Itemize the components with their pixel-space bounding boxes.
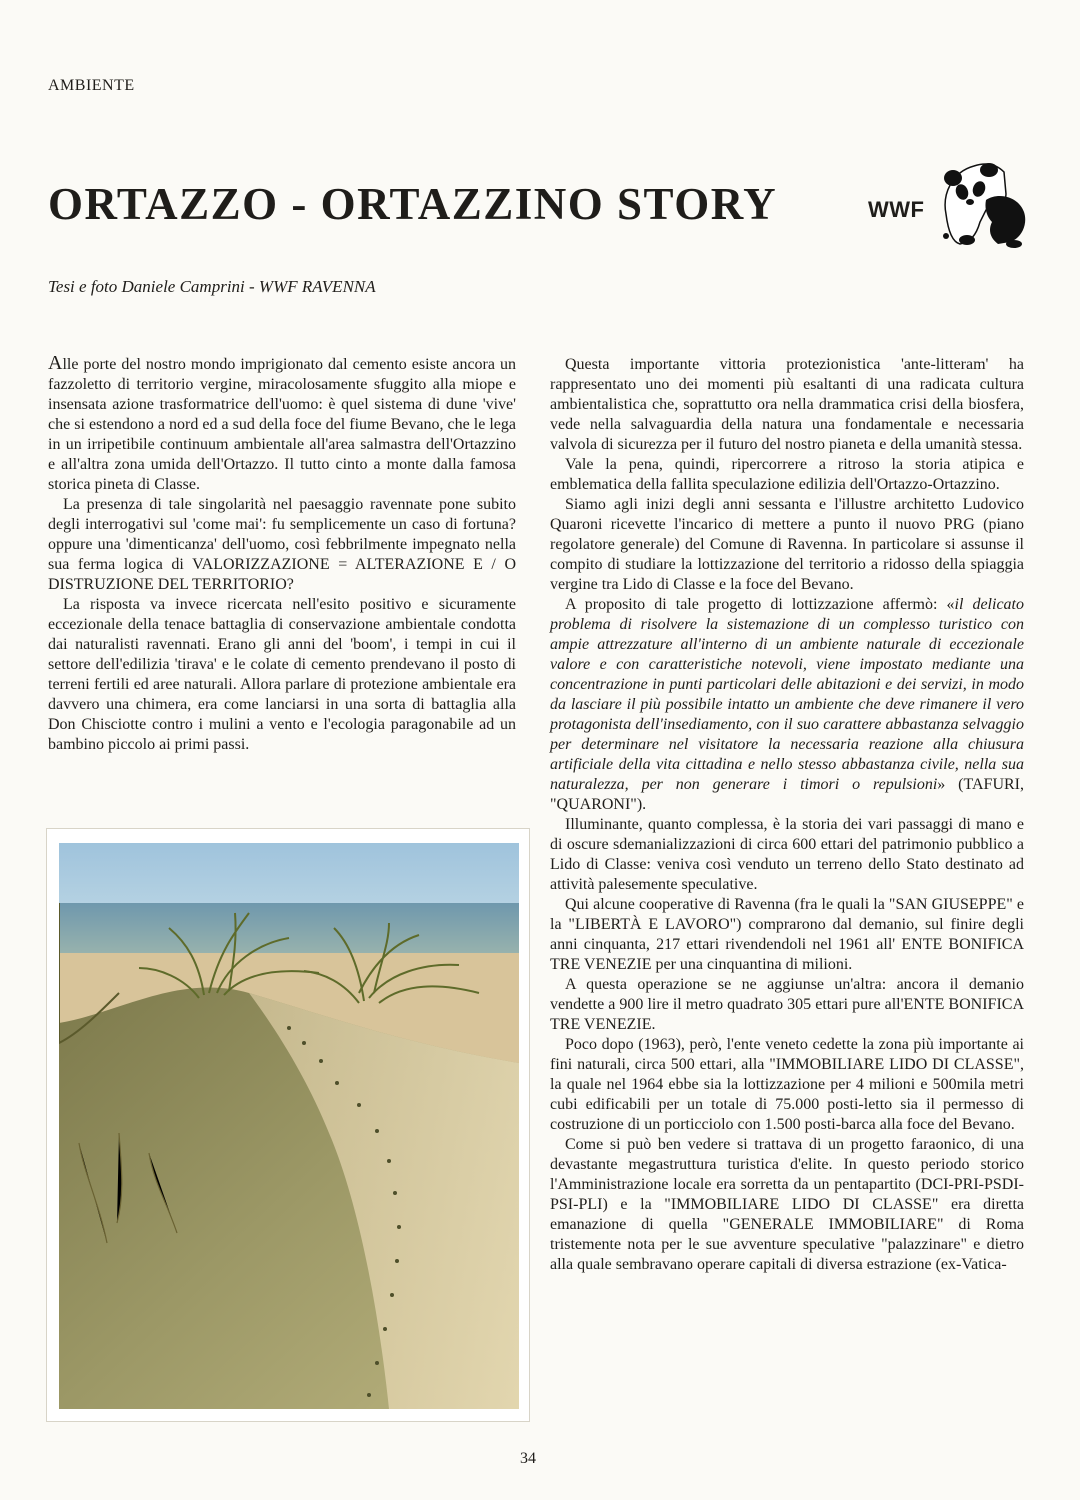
paragraph: Questa importante vittoria protezionistica 'ante-litteram' ha rappresentato uno dei momenti più esaltanti di una radicata cultura ambientalistica che, soprattutto ora nella drammatica crisi della biosfera, vede nella salvaguardia della natura una fondamentale e necessaria valvola di sicurezza per il futuro del nostro pianeta e della umanità stessa.	[550, 356, 1024, 453]
dune-photo	[46, 828, 530, 1422]
byline: Tesi e foto Daniele Camprini - WWF RAVENNA	[48, 277, 376, 296]
panda-icon	[940, 160, 1030, 248]
page-number: 34	[520, 1450, 536, 1467]
paragraph: Qui alcune cooperative di Ravenna (fra le quali la "SAN GIUSEPPE" e la "LIBERTÀ E LAVORO") comprarono dal demanio, sul finire degli anni cinquanta, 217 ettari rivendendoli nel 1961 all' ENTE BONIFICA TRE VENEZIE per una cinquantina di milioni.	[550, 896, 1024, 973]
wwf-logo	[868, 160, 1033, 250]
paragraph: Vale la pena, quindi, ripercorrere a ritroso la storia atipica e emblematica della fallita speculazione edilizia dell'Ortazzo-Ortazzino.	[550, 456, 1024, 493]
right-column	[550, 355, 1024, 1275]
wwf-logo-text: WWF	[868, 197, 925, 222]
paragraph	[48, 353, 516, 495]
dune-photo-image	[59, 843, 519, 1409]
article-title: ORTAZZO - ORTAZZINO STORY	[48, 179, 778, 229]
paragraph-text: lle porte del nostro mondo imprigionato dal cemento esiste ancora un fazzoletto di territorio vergine, miracolosamente sfuggito alla miope e insensata azione trasformatrice dell'uomo: è quel sistema di dune 'vive' che si estendono a nord ed a sud della foce del fiume Bevano, che le lega in un irripetibile continuum ambientale all'area salmastra dell'Ortazzino e all'altra zona umida dell'Ortazzo. Il tutto cinto a monte dalla famosa storica pineta di Classe.	[48, 356, 516, 493]
left-column	[48, 353, 516, 755]
paragraph-lead: A proposito di tale progetto di lottizzazione affermò: «	[565, 596, 955, 613]
paragraph: Come si può ben vedere si trattava di un progetto faraonico, di una devastante megastruttura turistica d'elite. In questo periodo storico l'Amministrazione locale era sorretta da un pentapartito (DCI-PRI-PSDI-PSI-PLI) e la "IMMOBILIARE LIDO DI CLASSE" era diretta emanazione di quella "GENERALE IMMOBILIARE" di Roma tristemente nota per le sue avventure speculative "palazzinare" e dietro alla quale sembravano operare capitali di diversa estrazione (ex-Vatica-	[550, 1136, 1024, 1273]
paragraph: Illuminante, quanto complessa, è la storia dei vari passaggi di mano e di oscure sdemanializzazioni di circa 600 ettari del patrimonio pubblico a Lido di Classe: veniva così venduto un terreno dello Stato destinato ad attività palesemente speculative.	[550, 816, 1024, 893]
drop-cap: A	[48, 352, 63, 374]
paragraph: Siamo agli inizi degli anni sessanta e l'illustre architetto Ludovico Quaroni ricevette l'incarico di mettere a punto il nuovo PRG (piano regolatore generale) del Comune di Ravenna. In particolare si assunse il compito di studiare la lottizzazione del territorio a ridosso della spiaggia vergine tra Lido di Classe e la foce del Bevano.	[550, 496, 1024, 593]
paragraph: A questa operazione se ne aggiunse un'altra: ancora il demanio vendette a 900 lire il metro quadrato 305 ettari pure all'ENTE BONIFICA TRE VENEZIE.	[550, 976, 1024, 1033]
quaroni-quote: il delicato problema di risolvere la sistemazione di un complesso turistico con ampie attrezzature all'interno di un ambiente naturale di eccezionale valore e con caratteristiche notevoli, viene impostato mediante una concentrazione in punti particolari delle abitazioni e dei servizi, in modo da lasciare il più possibile intatto un ambiente che deve rimanere il vero protagonista dell'insediamento, con il suo carattere abbastanza selvaggio per determinare nel visitatore la necessaria reazione alla chiusura artificiale della vita cittadina e nello stesso abbastanza civile, nella sua naturalezza, per non generare i timori o repulsioni	[550, 596, 1024, 793]
paragraph	[550, 595, 1024, 815]
paragraph: La presenza di tale singolarità nel paesaggio ravennate pone subito degli interrogativi sul 'come mai': fu semplicemente un caso di fortuna? oppure una 'dimenticanza' dell'uomo, così febbrilmente impegnato nella sua ferma logica di VALORIZZAZIONE = ALTERAZIONE E / O DISTRUZIONE DEL TERRITORIO?	[48, 496, 516, 593]
paragraph: La risposta va invece ricercata nell'esito positivo e sicuramente eccezionale della tenace battaglia di conservazione ambientale condotta dai naturalisti ravennati. Erano gli anni del 'boom', i tempi in cui il settore dell'edilizia 'tirava' e le colate di cemento prendevano il posto di terreni fertili ed aree naturali. Allora parlare di protezione ambientale era davvero una chimera, era come lanciarsi in una sorta di battaglia alla Don Chisciotte contro i mulini a vento e l'ecologia paragonabile ad un bambino piccolo ai primi passi.	[48, 596, 516, 753]
paragraph: Poco dopo (1963), però, l'ente veneto cedette la zona più importante ai fini naturali, circa 500 ettari, alla "IMMOBILIARE LIDO DI CLASSE", la quale nel 1964 ebbe sia la lottizzazione per 4 milioni e 500mila metri cubi edificabili per un totale di 75.000 posti-letto sia il permesso di costruzione di un porticciolo con 1.500 posti-barca alla foce del Bevano.	[550, 1036, 1024, 1133]
section-label: AMBIENTE	[48, 77, 135, 94]
paragraph-tail: » (TAFURI, "QUARONI").	[550, 776, 1025, 813]
